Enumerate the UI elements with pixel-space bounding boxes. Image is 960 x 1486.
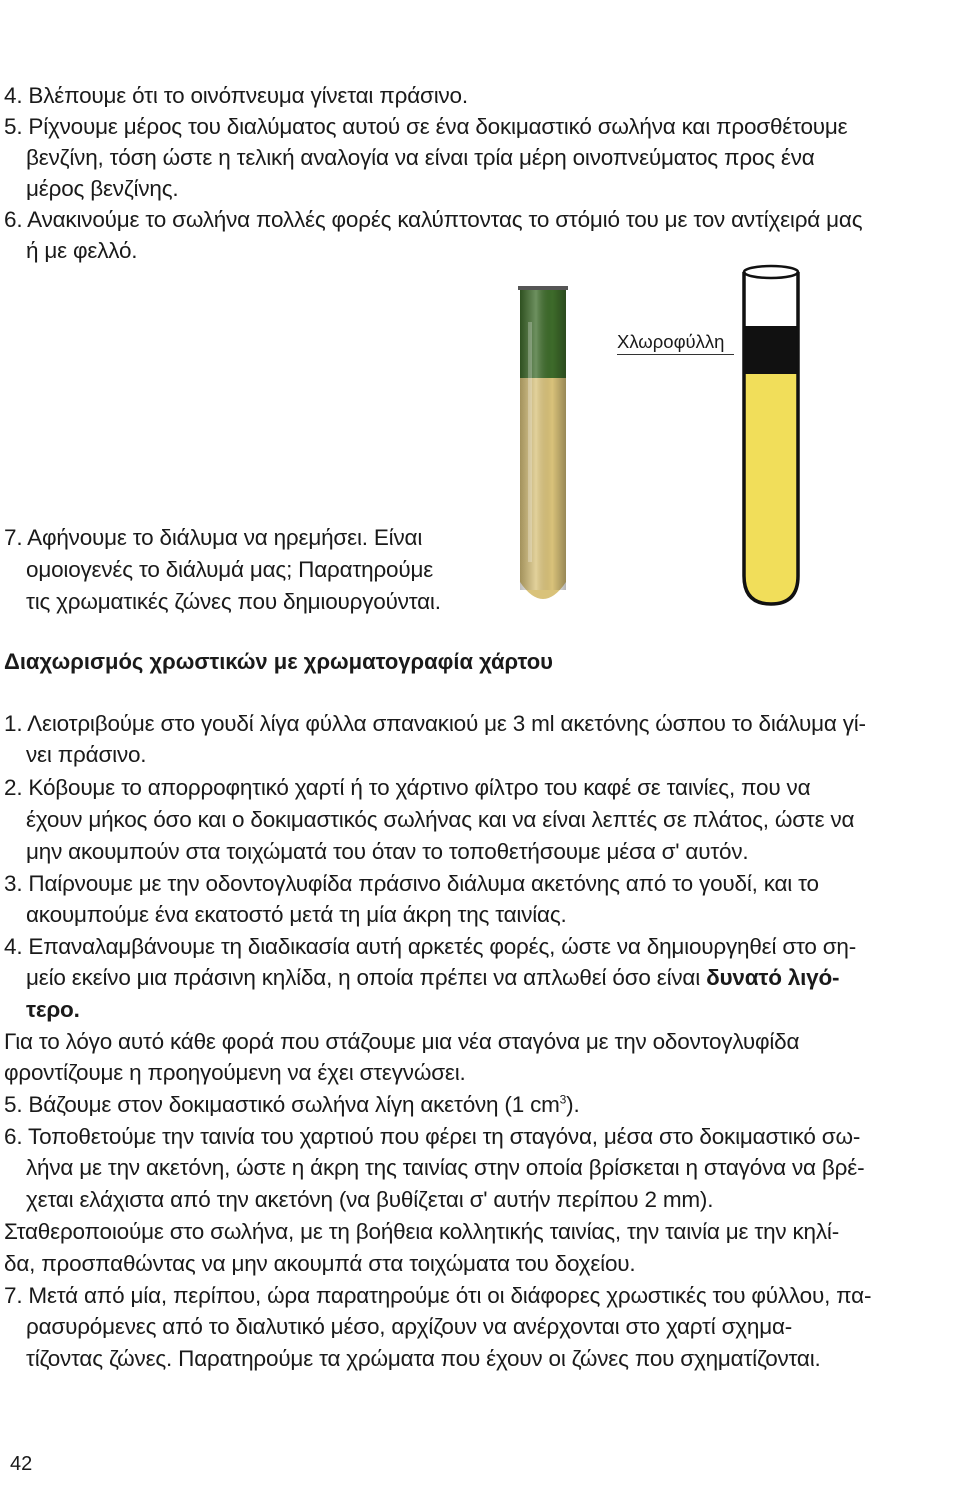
- section-title: Διαχωρισμός χρωστικών με χρωματογραφία χάρτου: [4, 649, 553, 674]
- step-6-line-1: 6. Ανακινούμε το σωλήνα πολλές φορές καλύπτοντας το στόμιό του με τον αντίχειρά μας: [4, 207, 863, 232]
- s1-line-1: 1. Λειοτριβούμε στο γουδί λίγα φύλλα σπανακιού με 3 ml ακετόνης ώσπου το διάλυμα γί-: [4, 711, 866, 736]
- solution-layer: [744, 374, 798, 604]
- step-5-line-2: βενζίνη, τόση ώστε η τελική αναλογία να είναι τρία μέρη οινοπνεύματος προς ένα: [26, 145, 815, 170]
- s2-line-1: 2. Κόβουμε το απορροφητικό χαρτί ή το χάρτινο φίλτρο του καφέ σε ταινίες, που να: [4, 775, 811, 800]
- note-2-line-1: Σταθεροποιούμε στο σωλήνα, με τη βοήθεια κολλητικής ταινίας, την ταινία με την κηλί-: [4, 1219, 840, 1244]
- s7-line-3: τίζοντας ζώνες. Παρατηρούμε τα χρώματα που έχουν οι ζώνες που σχηματίζονται.: [26, 1346, 821, 1371]
- s4-line-1: 4. Επαναλαμβάνουμε τη διαδικασία αυτή αρκετές φορές, ώστε να δημιουργηθεί στο ση-: [4, 934, 857, 959]
- step-5-line-3: μέρος βενζίνης.: [26, 176, 179, 201]
- note-2-line-2: δα, προσπαθώντας να μην ακουμπά στα τοιχώματα του δοχείου.: [4, 1251, 636, 1276]
- s4-line-2-bold: δυνατό λιγό-: [706, 965, 840, 990]
- s5-text: 5. Βάζουμε στον δοκιμαστικό σωλήνα λίγη ακετόνη (1 cm: [4, 1092, 560, 1117]
- s7-line-2: ρασυρόμενες από το διαλυτικό μέσο, αρχίζουν να ανέρχονται στο χαρτί σχημα-: [26, 1314, 793, 1339]
- s4-line-2-text: μείο εκείνο μια πράσινη κηλίδα, η οποία πρέπει να απλωθεί όσο είναι: [26, 965, 707, 990]
- step-4-line: 4. Βλέπουμε ότι το οινόπνευμα γίνεται πράσινο.: [4, 83, 468, 108]
- step-7-line-2: ομοιογενές το διάλυμά μας; Παρατηρούμε: [26, 557, 434, 582]
- s3-line-2: ακουμπούμε ένα εκατοστό μετά τη μία άκρη της ταινίας.: [26, 902, 567, 927]
- step-5-line-1: 5. Ρίχνουμε μέρος του διαλύματος αυτού σε ένα δοκιμαστικό σωλήνα και προσθέτουμε: [4, 114, 848, 139]
- step-6-line-2: ή με φελλό.: [26, 238, 138, 263]
- chlorophyll-label: Χλωροφύλλη: [617, 330, 734, 355]
- s4-line-2: [26, 962, 839, 993]
- s5-end: ).: [566, 1092, 580, 1117]
- chlorophyll-band: [744, 326, 798, 374]
- note-1-line-2: φροντίζουμε η προηγούμενη να έχει στεγνώσει.: [4, 1060, 466, 1085]
- step-7-line-1: 7. Αφήνουμε το διάλυμα να ηρεμήσει. Είναι: [4, 525, 423, 550]
- test-tube-diagram: [740, 262, 802, 607]
- s7-line-1: 7. Μετά από μία, περίπου, ώρα παρατηρούμε ότι οι διάφορες χρωστικές του φύλλου, πα-: [4, 1283, 872, 1308]
- s5-superscript: 3: [559, 1092, 567, 1107]
- s4-line-3: τερο.: [26, 997, 80, 1022]
- s6-line-3: χεται ελάχιστα από την ακετόνη (να βυθίζεται σ' αυτήν περίπου 2 mm).: [26, 1187, 714, 1212]
- test-tube-photo: [508, 282, 576, 612]
- step-7-line-3: τις χρωματικές ζώνες που δημιουργούνται.: [26, 589, 441, 614]
- s6-line-2: λήνα με την ακετόνη, ώστε η άκρη της ταινίας στην οποία βρίσκεται η σταγόνα να βρέ-: [26, 1155, 865, 1180]
- s5-line: [4, 1089, 580, 1120]
- s1-line-2: νει πράσινο.: [26, 742, 147, 767]
- s2-line-2: έχουν μήκος όσο και ο δοκιμαστικός σωλήνας και να είναι λεπτές σε πλάτος, ώστε να: [26, 807, 855, 832]
- page-number: 42: [10, 1453, 33, 1475]
- s6-line-1: 6. Τοποθετούμε την ταινία του χαρτιού που φέρει τη σταγόνα, μέσα στο δοκιμαστικό σω-: [4, 1124, 861, 1149]
- s2-line-3: μην ακουμπούν στα τοιχώματά του όταν το τοποθετήσουμε μέσα σ' αυτόν.: [26, 839, 749, 864]
- note-1-line-1: Για το λόγο αυτό κάθε φορά που στάζουμε μια νέα σταγόνα με την οδοντογλυφίδα: [4, 1029, 800, 1054]
- s3-line-1: 3. Παίρνουμε με την οδοντογλυφίδα πράσινο διάλυμα ακετόνης από το γουδί, και το: [4, 871, 819, 896]
